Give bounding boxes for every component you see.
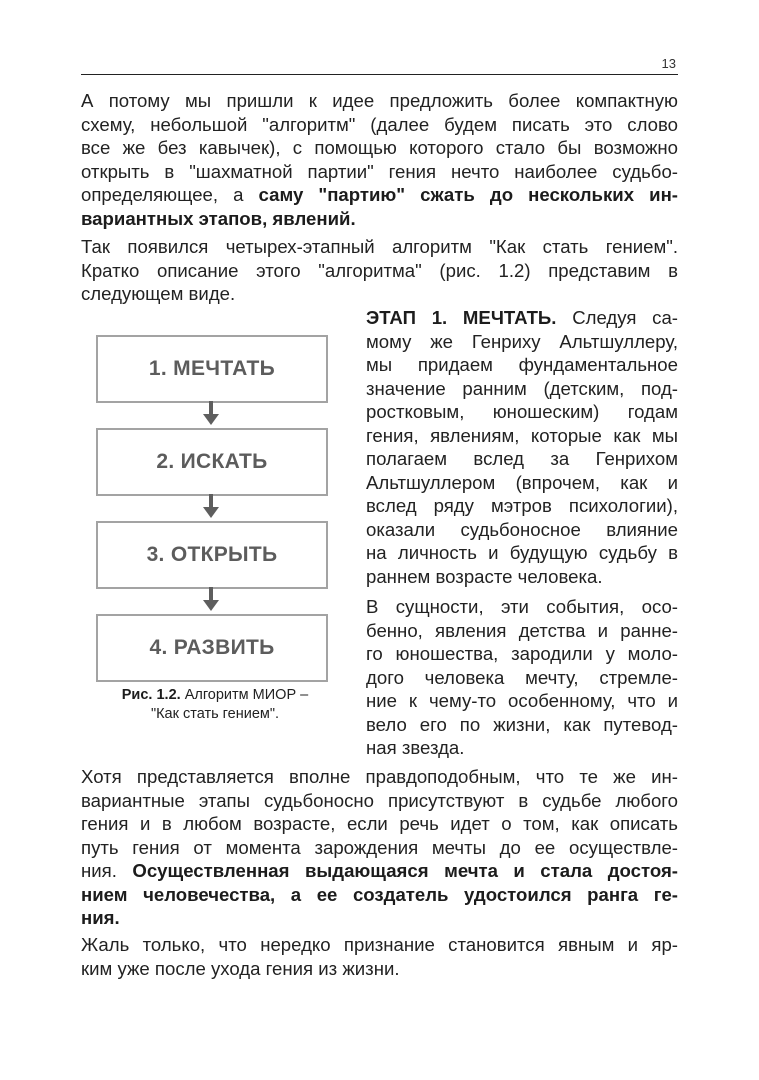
text-line: полагаем вслед за Генрихом (366, 448, 678, 469)
text-line: Альтшуллером (впрочем, как и (366, 471, 678, 493)
text-line (81, 859, 678, 883)
header-rule (81, 74, 678, 75)
text-line: вело его по жизни, как путевод- (366, 713, 678, 735)
text-run: ния. (81, 860, 133, 881)
flowchart-step-4: 4. РАЗВИТЬ (96, 614, 328, 682)
arrow-down-icon (203, 414, 219, 425)
arrow-down-icon (203, 600, 219, 611)
figure-caption (90, 686, 340, 724)
text-line: вслед ряду мэтров психологии), (366, 495, 678, 516)
text-line: вариантные этапы судьбоносно присутствуют в судьбе любого (81, 789, 678, 811)
text-line: Так появился четырех-этапный алгоритм "Как стать гением". (81, 236, 678, 257)
text-line: схему, небольшой "алгоритм" (далее будем писать это слово (81, 113, 678, 135)
text-line: раннем возрасте человека. (366, 565, 603, 587)
text-line: все же без кавычек), с помощью которого стало бы возможно (81, 137, 678, 158)
flowchart (96, 335, 328, 675)
paragraph-4 (81, 933, 678, 980)
text-line: ние к чему-то особенному, что и (366, 690, 678, 711)
text-line: следующем виде. (81, 283, 236, 304)
emphasis-text: нием человечества, а ее создатель удостоился ранга ге- (81, 883, 678, 905)
arrow-connector (209, 401, 213, 414)
arrow-connector (209, 587, 213, 600)
text-line (81, 207, 678, 231)
text-line: Хотя представляется вполне правдоподобным, что те же ин- (81, 766, 678, 787)
stage-1-paragraph (366, 306, 678, 588)
paragraph-1 (81, 89, 678, 230)
stage-title: ЭТАП 1. МЕЧТАТЬ. (366, 307, 557, 328)
arrow-down-icon (203, 507, 219, 518)
emphasis-text: вариантных этапов, явлений. (81, 207, 356, 229)
emphasis-text: Осуществленная выдающаяся мечта и стала достоя- (132, 860, 678, 881)
text-run: определяющее, а (81, 184, 259, 205)
text-line: путь гения от момента зарождения мечты до ее осуществле- (81, 836, 678, 858)
text-line: А потому мы пришли к идее предложить более компактную (81, 90, 678, 111)
text-line: Жаль только, что нередко признание становится явным и яр- (81, 934, 678, 955)
text-line: мы придаем фундаментальное (366, 354, 678, 375)
text-run: Следуя са- (556, 307, 678, 328)
text-line (81, 883, 678, 907)
text-line: гения, явлениям, которые как мы (366, 424, 678, 446)
text-line: го юношества, зародили у моло- (366, 643, 678, 664)
caption-text: Алгоритм МИОР – (180, 687, 309, 703)
text-line: оказали судьбоносное влияние (366, 518, 678, 540)
text-line: ная звезда. (366, 737, 465, 758)
text-line: В сущности, эти события, осо- (366, 596, 678, 617)
text-line: бенно, явления детства и ранне- (366, 619, 678, 641)
flowchart-step-3: 3. ОТКРЫТЬ (96, 521, 328, 589)
text-line: дого человека мечту, стремле- (366, 666, 678, 688)
text-line: гения и в любом возрасте, если речь идет о том, как описать (81, 813, 678, 834)
arrow-connector (209, 494, 213, 507)
text-line: ким уже после ухода гения из жизни. (81, 957, 400, 979)
text-line: ростковым, юношеским) годам (366, 401, 678, 422)
paragraph-2 (81, 235, 678, 306)
paragraph-3 (81, 765, 678, 930)
text-line: открыть в "шахматной партии" гения нечто наиболее судьбо- (81, 160, 678, 182)
text-line: значение ранним (детским, под- (366, 377, 678, 399)
text-line (366, 306, 678, 330)
text-line (81, 906, 678, 930)
text-line: мому же Генриху Альтшуллеру, (366, 330, 678, 352)
text-line (81, 183, 678, 207)
caption-line (90, 686, 340, 705)
text-line: на личность и будущую судьбу в (366, 542, 678, 563)
emphasis-text: саму "партию" сжать до нескольких ин- (258, 184, 678, 205)
page-number: 13 (661, 56, 676, 71)
emphasis-text: ния. (81, 907, 120, 928)
text-line: Кратко описание этого "алгоритма" (рис. 1.2) представим в (81, 259, 678, 281)
flowchart-step-2: 2. ИСКАТЬ (96, 428, 328, 496)
flowchart-step-1: 1. МЕЧТАТЬ (96, 335, 328, 403)
caption-line: "Как стать гением". (150, 706, 280, 722)
stage-1-continuation (366, 595, 678, 760)
caption-label: Рис. 1.2. (121, 687, 181, 703)
